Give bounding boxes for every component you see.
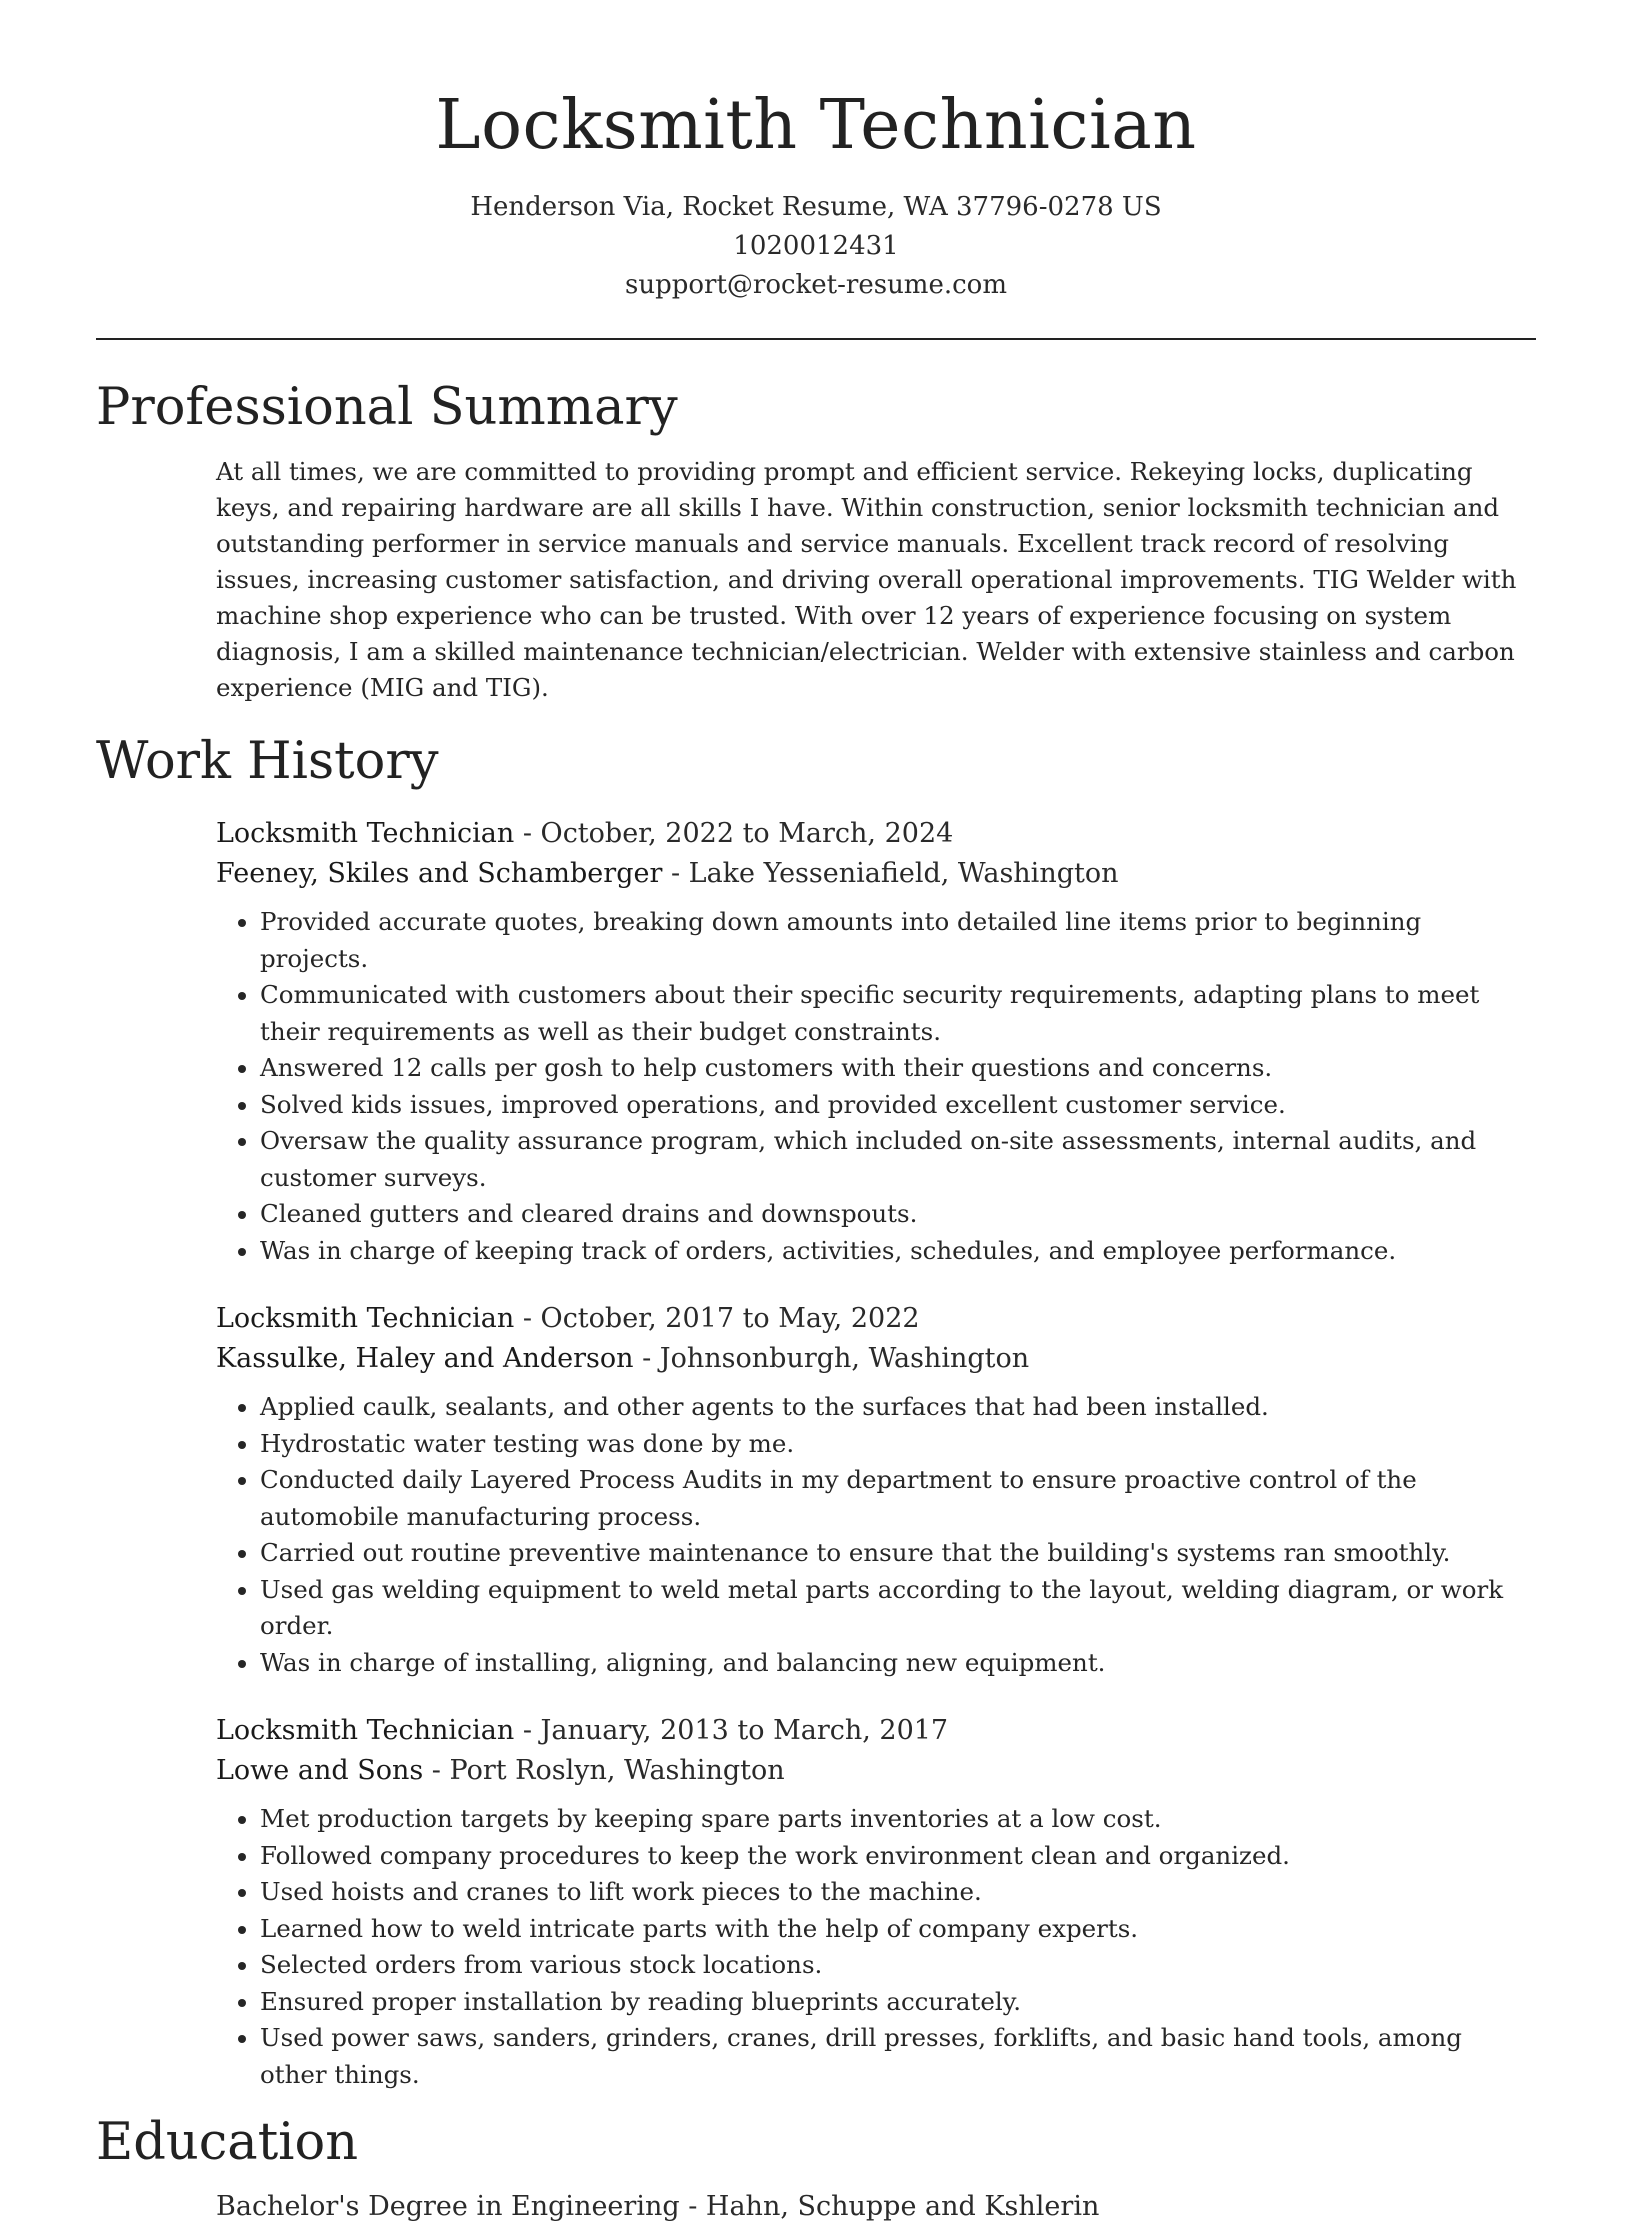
job-company: Feeney, Skiles and Schamberger <box>216 858 663 889</box>
candidate-name: Locksmith Technician <box>435 86 1197 165</box>
job-role: Locksmith Technician <box>216 1303 515 1334</box>
duty-item: • Applied caulk, sealants, and other agents to the surfaces that had been installed. <box>260 1389 1536 1426</box>
job-role: Locksmith Technician <box>216 818 515 849</box>
duty-item: • Answered 12 calls per gosh to help customers with their questions and concerns. <box>260 1050 1536 1087</box>
job-duties <box>216 1389 1536 1681</box>
contact-address: Henderson Via, Rocket Resume, WA 37796-0278 US <box>470 192 1162 222</box>
job-role: Locksmith Technician <box>216 1715 515 1746</box>
job-location: - Port Roslyn, Washington <box>423 1755 785 1786</box>
duty-item: • Was in charge of keeping track of orders, activities, schedules, and employee performance. <box>260 1233 1536 1270</box>
duty-item: • Oversaw the quality assurance program, which included on-site assessments, internal audits, and customer surveys. <box>260 1123 1536 1196</box>
job-dates: - January, 2013 to March, 2017 <box>514 1715 949 1746</box>
job-dates: - October, 2017 to May, 2022 <box>514 1303 920 1334</box>
summary-heading: Professional Summary <box>96 378 678 437</box>
job-company: Kassulke, Haley and Anderson <box>216 1343 634 1374</box>
job-title-line <box>216 1711 1536 1751</box>
job-company-line <box>216 1339 1536 1379</box>
education-entry: Bachelor's Degree in Engineering - Hahn, Schuppe and Kshlerin <box>216 2191 1100 2222</box>
duty-item: • Learned how to weld intricate parts with the help of company experts. <box>260 1911 1536 1948</box>
job-entry <box>216 814 1536 1269</box>
duty-item: • Used hoists and cranes to lift work pieces to the machine. <box>260 1874 1536 1911</box>
duty-item: • Cleaned gutters and cleared drains and downspouts. <box>260 1196 1536 1233</box>
contact-phone: 1020012431 <box>733 231 899 261</box>
resume-page <box>96 0 1536 2227</box>
job-entry <box>216 1711 1536 2093</box>
duty-item: • Ensured proper installation by reading blueprints accurately. <box>260 1984 1536 2021</box>
job-company-line <box>216 1751 1536 1791</box>
contact-email: support@rocket-resume.com <box>624 270 1007 300</box>
duty-item: • Conducted daily Layered Process Audits in my department to ensure proactive control of the automobile manufacturing process. <box>260 1462 1536 1535</box>
job-entry <box>216 1299 1536 1681</box>
duty-item: • Used gas welding equipment to weld metal parts according to the layout, welding diagram, or work order. <box>260 1572 1536 1645</box>
job-dates: - October, 2022 to March, 2024 <box>514 818 954 849</box>
job-duties <box>216 1801 1536 2093</box>
duty-item: • Communicated with customers about their specific security requirements, adapting plans to meet their requirements as well as their budget constraints. <box>260 977 1536 1050</box>
duty-item: • Used power saws, sanders, grinders, cranes, drill presses, forklifts, and basic hand tools, among other things. <box>260 2020 1536 2093</box>
job-company: Lowe and Sons <box>216 1755 424 1786</box>
education-heading: Education <box>96 2113 359 2172</box>
job-location: - Johnsonburgh, Washington <box>633 1343 1030 1374</box>
job-location: - Lake Yesseniafield, Washington <box>662 858 1119 889</box>
job-company-line <box>216 854 1536 894</box>
duty-item: • Was in charge of installing, aligning, and balancing new equipment. <box>260 1645 1536 1682</box>
resume-header <box>96 0 1536 305</box>
duty-item: • Selected orders from various stock locations. <box>260 1947 1536 1984</box>
header-divider <box>96 338 1536 340</box>
duty-item: • Met production targets by keeping spare parts inventories at a low cost. <box>260 1801 1536 1838</box>
contact-info <box>96 188 1536 305</box>
summary-text: At all times, we are committed to providing prompt and efficient service. Rekeying locks, duplicating keys, and repairing hardware are all skills I have. Within construction, senior locksmith technician and outstanding performer in service manuals and service manuals. Excellent track record of resolving issues, increasing customer satisfaction, and driving overall operational improvements. TIG Welder with machine shop experience who can be trusted. With over 12 years of experience focusing on system diagnosis, I am a skilled maintenance technician/electrician. Welder with extensive stainless and carbon experience (MIG and TIG). <box>216 457 1517 702</box>
work-history-heading: Work History <box>96 732 439 791</box>
duty-item: • Solved kids issues, improved operations, and provided excellent customer service. <box>260 1087 1536 1124</box>
job-duties <box>216 904 1536 1269</box>
duty-item: • Followed company procedures to keep the work environment clean and organized. <box>260 1838 1536 1875</box>
job-title-line <box>216 814 1536 854</box>
job-title-line <box>216 1299 1536 1339</box>
duty-item: • Carried out routine preventive maintenance to ensure that the building's systems ran smoothly. <box>260 1535 1536 1572</box>
duty-item: • Hydrostatic water testing was done by me. <box>260 1426 1536 1463</box>
duty-item: • Provided accurate quotes, breaking down amounts into detailed line items prior to beginning projects. <box>260 904 1536 977</box>
